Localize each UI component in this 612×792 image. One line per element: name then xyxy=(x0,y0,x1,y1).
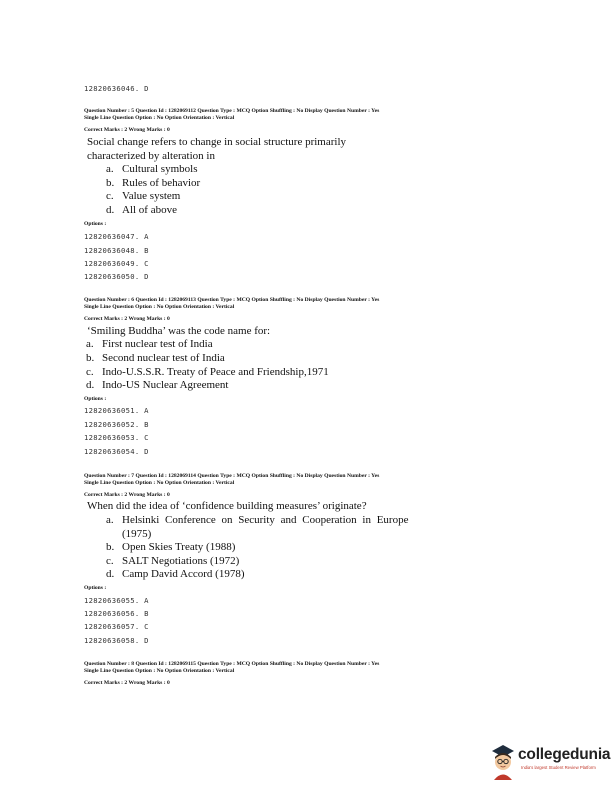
choice-c xyxy=(86,366,329,378)
marks-line: Correct Marks : 2 Wrong Marks : 0 xyxy=(84,680,170,686)
choice-a xyxy=(106,163,197,175)
question-text xyxy=(87,136,346,163)
choice-text: Second nuclear test of India xyxy=(102,352,225,364)
choice-letter: a. xyxy=(86,338,94,350)
question-meta xyxy=(84,108,514,122)
choice-letter: c. xyxy=(86,366,94,378)
choice-letter: d. xyxy=(86,379,95,391)
choice-d xyxy=(86,379,228,391)
choice-text: Indo-US Nuclear Agreement xyxy=(102,379,229,391)
options-label: Options : xyxy=(84,585,107,591)
option-line: 12820636058. D xyxy=(84,636,149,645)
meta-line: Single Line Question Option : No Option Orientation : Vertical xyxy=(84,304,235,310)
question-text-line: Social change refers to change in social structure primarily xyxy=(87,136,347,148)
choice-text: Cultural symbols xyxy=(122,163,198,175)
question-meta xyxy=(84,473,514,487)
choice-a-continuation: (1975) xyxy=(122,528,152,540)
choice-a xyxy=(86,338,213,350)
question-text-line: When did the idea of ‘confidence building measures’ originate? xyxy=(87,500,367,512)
marks-line: Correct Marks : 2 Wrong Marks : 0 xyxy=(84,127,170,133)
choice-text: Rules of behavior xyxy=(122,177,201,189)
choice-b xyxy=(86,352,225,364)
meta-line: Question Number : 6 Question Id : 1282069113 Question Type : MCQ Option Shuffling : No Display Question Number : Yes xyxy=(84,297,380,303)
option-line: 12820636047. A xyxy=(84,232,149,241)
option-line: 12820636048. B xyxy=(84,246,149,255)
logo-name: collegedunia xyxy=(518,746,611,763)
question-text xyxy=(87,325,270,339)
meta-line: Single Line Question Option : No Option Orientation : Vertical xyxy=(84,480,235,486)
meta-line: Single Line Question Option : No Option Orientation : Vertical xyxy=(84,668,235,674)
choice-letter: b. xyxy=(86,352,95,364)
option-line: 12820636052. B xyxy=(84,420,149,429)
choice-text: Camp David Accord (1978) xyxy=(122,568,245,580)
choice-letter: a. xyxy=(106,163,114,175)
choice-letter: a. xyxy=(106,514,114,526)
option-line: 12820636049. C xyxy=(84,259,149,268)
choice-d xyxy=(106,204,177,216)
mascot-icon xyxy=(488,742,518,780)
option-line: 12820636056. B xyxy=(84,609,149,618)
choice-b xyxy=(106,541,235,553)
choice-b xyxy=(106,177,200,189)
marks-line: Correct Marks : 2 Wrong Marks : 0 xyxy=(84,316,170,322)
choice-text: Value system xyxy=(122,190,181,202)
choice-text: First nuclear test of India xyxy=(102,338,213,350)
option-line: 12820636050. D xyxy=(84,272,149,281)
choice-d xyxy=(106,568,245,580)
options-label: Options : xyxy=(84,396,107,402)
option-line: 12820636053. C xyxy=(84,433,149,442)
choice-letter: c. xyxy=(106,190,114,202)
choice-letter: b. xyxy=(106,541,115,553)
option-line: 12820636054. D xyxy=(84,447,149,456)
meta-line: Question Number : 5 Question Id : 1282069112 Question Type : MCQ Option Shuffling : No Display Question Number : Yes xyxy=(84,108,380,114)
choice-text: SALT Negotiations (1972) xyxy=(122,555,240,567)
meta-line: Question Number : 8 Question Id : 1282069115 Question Type : MCQ Option Shuffling : No Display Question Number : Yes xyxy=(84,661,380,667)
question-meta xyxy=(84,297,514,311)
choice-text: Indo-U.S.S.R. Treaty of Peace and Friendship,1971 xyxy=(102,366,329,378)
option-line: 12820636055. A xyxy=(84,596,149,605)
choice-text: Open Skies Treaty (1988) xyxy=(122,541,236,553)
option-line: 12820636046. D xyxy=(84,84,149,93)
logo-tagline: India's largest Student Review Platform xyxy=(521,765,596,770)
option-line: 12820636057. C xyxy=(84,622,149,631)
option-line: 12820636051. A xyxy=(84,406,149,415)
options-label: Options : xyxy=(84,221,107,227)
question-text-line: characterized by alteration in xyxy=(87,149,215,162)
choice-text: Helsinki Conference on Security and Cooperation in Europe xyxy=(122,514,409,526)
choice-letter: b. xyxy=(106,177,115,189)
choice-text: All of above xyxy=(122,204,177,216)
choice-c xyxy=(106,190,180,202)
choice-letter: d. xyxy=(106,568,115,580)
question-text-line: ‘Smiling Buddha’ was the code name for: xyxy=(87,325,271,337)
marks-line: Correct Marks : 2 Wrong Marks : 0 xyxy=(84,492,170,498)
question-meta xyxy=(84,661,514,675)
collegedunia-logo xyxy=(488,742,611,782)
choice-letter: d. xyxy=(106,204,115,216)
meta-line: Question Number : 7 Question Id : 1282069114 Question Type : MCQ Option Shuffling : No Display Question Number : Yes xyxy=(84,473,380,479)
choice-c xyxy=(106,555,239,567)
choice-letter: c. xyxy=(106,555,114,567)
question-text xyxy=(87,500,367,514)
choice-a xyxy=(106,514,408,526)
meta-line: Single Line Question Option : No Option Orientation : Vertical xyxy=(84,115,235,121)
